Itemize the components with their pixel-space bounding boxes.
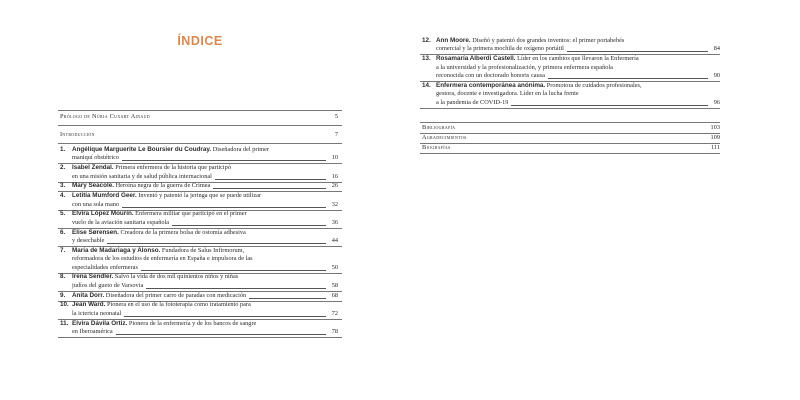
- toc-back-label[interactable]: Biografías: [422, 144, 451, 151]
- toc-entry-page: 78: [331, 328, 338, 335]
- toc-front-label[interactable]: Introducción: [60, 131, 95, 138]
- toc-entry-description: Diseñadora del primer carro de paradas con medicación: [104, 291, 247, 299]
- toc-entry-name: Irena Sendler.: [72, 273, 114, 281]
- toc-entry-page: 58: [331, 281, 338, 289]
- toc-entry-text: [72, 255, 253, 263]
- toc-entry-text: [72, 229, 246, 237]
- toc-entry-description: Diseñadora del primer: [211, 146, 270, 153]
- toc-back-label[interactable]: Agradecimientos: [422, 134, 467, 141]
- toc-entry-page: 84: [713, 45, 720, 53]
- divider: [58, 143, 342, 144]
- toc-entry-number: 5.: [60, 210, 66, 218]
- toc-entry-text: [72, 310, 121, 318]
- toc-entry-text: [436, 37, 624, 45]
- toc-entry-description: Heroína negra de la guerra de Crimea: [114, 182, 211, 190]
- toc-entry-text: [72, 237, 104, 245]
- toc-entry-number: 12.: [422, 37, 431, 44]
- toc-entry-name: Jean Ward.: [72, 301, 106, 309]
- toc-entry-page: 44: [331, 237, 338, 244]
- toc-entry-text: [72, 154, 119, 162]
- toc-leader-line: [141, 270, 326, 271]
- toc-entry-description: Primera enfermera de la historia que participó: [113, 164, 231, 172]
- toc-leader-line: [146, 288, 326, 289]
- toc-back-page: 103: [710, 124, 720, 131]
- toc-entry-text: [436, 72, 545, 80]
- toc-entry-description: reconocida con un doctorado honoris causa: [436, 72, 545, 79]
- toc-entry-number: 9.: [60, 291, 66, 299]
- toc-entry-name: Mary Seacole.: [72, 182, 115, 190]
- divider: [420, 153, 720, 154]
- toc-entry-text: [72, 273, 238, 281]
- toc-entry-name: Letitia Mumford Geer.: [72, 192, 137, 200]
- divider: [58, 125, 342, 126]
- toc-back-page: 109: [710, 134, 720, 141]
- toc-entry-name: Enfermera contemporánea anónima.: [436, 81, 546, 89]
- toc-entry-text: [72, 192, 261, 200]
- toc-entry-description: Líder en los cambios que llevaron la Enfermería: [515, 55, 639, 63]
- toc-entry-name: Elise Sørensen.: [72, 228, 119, 236]
- toc-front-label[interactable]: Prólogo de Núria Cuxart Ainaud: [60, 113, 150, 120]
- toc-entry-number: 14.: [422, 81, 431, 89]
- toc-entry-description: comercial y la primera mochila de oxígeno portátil: [436, 45, 564, 53]
- toc-entry-text: [72, 201, 119, 209]
- toc-entry-number: 4.: [60, 192, 66, 200]
- divider: [420, 143, 720, 144]
- toc-entry-text: [436, 99, 508, 107]
- toc-leader-line: [213, 188, 326, 189]
- toc-leader-line: [124, 316, 326, 317]
- toc-entry-text: [436, 90, 579, 98]
- toc-entry-number: 6.: [60, 228, 66, 236]
- toc-entry-text: [436, 64, 613, 72]
- toc-leader-line: [511, 105, 708, 106]
- toc-entry-text: [72, 182, 210, 190]
- toc-entry-number: 2.: [60, 164, 66, 172]
- toc-entry-description: reformadora de los estudios de enfermería en España e impulsora de las: [72, 255, 253, 263]
- toc-entry-text: [436, 55, 639, 63]
- toc-entry-text: [72, 173, 212, 181]
- toc-leader-line: [122, 207, 326, 208]
- toc-entry-text: [72, 292, 246, 300]
- toc-leader-line: [215, 179, 326, 180]
- right-page: [400, 0, 800, 400]
- toc-entry-description: vuelo de la aviación sanitaria española: [72, 218, 170, 226]
- toc-entry-text: [72, 328, 113, 336]
- divider: [58, 337, 342, 338]
- toc-entry-name: María de Madariaga y Alonso.: [72, 246, 161, 254]
- toc-entry-page: 72: [331, 309, 338, 317]
- toc-front-page: 5: [334, 113, 338, 120]
- toc-entry-description: Pionera de la enfermería y de los bancos de sangre: [127, 319, 257, 327]
- toc-entry-text: [72, 146, 269, 154]
- toc-entry-page: 32: [331, 200, 338, 208]
- toc-entry-description: y desechable: [72, 237, 105, 244]
- toc-entry-description: Salvó la vida de dos mil quinientos niños y niñas: [113, 273, 239, 281]
- toc-entry-text: [72, 164, 231, 172]
- toc-entry-text: [436, 82, 642, 90]
- toc-leader-line: [107, 243, 326, 244]
- toc-entry-text: [72, 210, 247, 218]
- toc-entry-description: a la pandemia de COVID-19: [436, 98, 509, 106]
- toc-entry-description: a la universidad y la profesionalización, y primera enfermera española: [436, 63, 613, 71]
- toc-entry-description: en una misión sanitaria y de salud pública internacional: [72, 172, 212, 180]
- toc-leader-line: [172, 225, 326, 226]
- toc-entry-description: la ictericia neonatal: [72, 309, 122, 317]
- toc-entry-page: 50: [331, 263, 338, 271]
- toc-entry-text: [72, 219, 169, 227]
- toc-leader-line: [122, 160, 326, 161]
- toc-entry-name: Ann Moore.: [436, 37, 471, 44]
- divider: [420, 122, 720, 123]
- toc-entry-description: Inventó y patentó la jeringa que se puede utilizar: [136, 192, 262, 200]
- toc-entry-page: 10: [331, 154, 338, 162]
- toc-entry-number: 10.: [60, 301, 69, 309]
- toc-leader-line: [548, 78, 708, 79]
- toc-entry-text: [72, 282, 143, 290]
- divider: [420, 108, 720, 109]
- toc-entry-number: 13.: [422, 55, 431, 63]
- toc-back-page: 111: [711, 144, 720, 151]
- toc-entry-text: [72, 301, 251, 309]
- toc-entry-text: [72, 320, 256, 328]
- toc-entry-name: Rosamaría Alberdi Castell.: [436, 55, 516, 63]
- toc-entry-name: Elvira López Mourín.: [72, 210, 134, 218]
- toc-entry-name: Anita Dorr.: [72, 291, 105, 299]
- toc-entry-page: 26: [331, 182, 338, 190]
- toc-entry-page: 68: [331, 291, 338, 299]
- toc-entry-description: Creadora de la primera bolsa de ostomía adhesiva: [118, 228, 246, 236]
- toc-entry-text: [72, 247, 244, 255]
- toc-entry-page: 90: [713, 72, 720, 79]
- page-title: ÍNDICE: [177, 34, 223, 48]
- toc-entry-number: 1.: [60, 146, 66, 153]
- toc-entry-description: Pionera en el uso de la fototerapia como tratamiento para: [105, 301, 251, 309]
- toc-entry-description: maniquí obstétrico: [72, 154, 120, 162]
- toc-entry-description: Promotora de cuidados profesionales,: [545, 81, 642, 89]
- toc-entry-number: 3.: [60, 182, 66, 190]
- toc-entry-name: Elvira Dávila Ortiz.: [72, 319, 128, 327]
- toc-entry-description: Diseñó y patentó dos grandes inventos: el primer portabebés: [470, 37, 625, 44]
- toc-entry-text: [436, 45, 564, 53]
- toc-entry-name: Angélique Marguerite Le Boursier du Coudray.: [72, 146, 212, 153]
- toc-entry-number: 11.: [60, 319, 69, 327]
- toc-leader-line: [567, 51, 708, 52]
- toc-entry-description: gestora, docente e investigadora. Líder en la lucha frente: [436, 90, 579, 98]
- toc-entry-name: Isabel Zendal.: [72, 164, 114, 172]
- toc-leader-line: [116, 334, 326, 335]
- toc-entry-description: en Iberoamérica: [72, 328, 113, 335]
- toc-front-page: 7: [334, 131, 338, 138]
- toc-entry-page: 36: [331, 218, 338, 226]
- toc-entry-page: 16: [331, 172, 338, 180]
- toc-entry-number: 7.: [60, 246, 66, 254]
- toc-entry-description: Fundadora de Salus Infirmorum,: [160, 246, 245, 254]
- toc-entry-text: [72, 264, 138, 272]
- toc-entry-description: judíos del gueto de Varsovia: [72, 281, 144, 289]
- toc-entry-number: 8.: [60, 273, 66, 281]
- toc-entry-description: especialidades enfermeras: [72, 263, 138, 271]
- toc-entry-page: 96: [713, 98, 720, 106]
- toc-leader-line: [249, 298, 326, 299]
- toc-entry-description: con una sola mano: [72, 200, 120, 208]
- divider: [58, 110, 342, 111]
- toc-entry-description: Enfermera militar que participó en el primer: [133, 210, 247, 218]
- toc-back-label[interactable]: Bibliografía: [422, 124, 456, 131]
